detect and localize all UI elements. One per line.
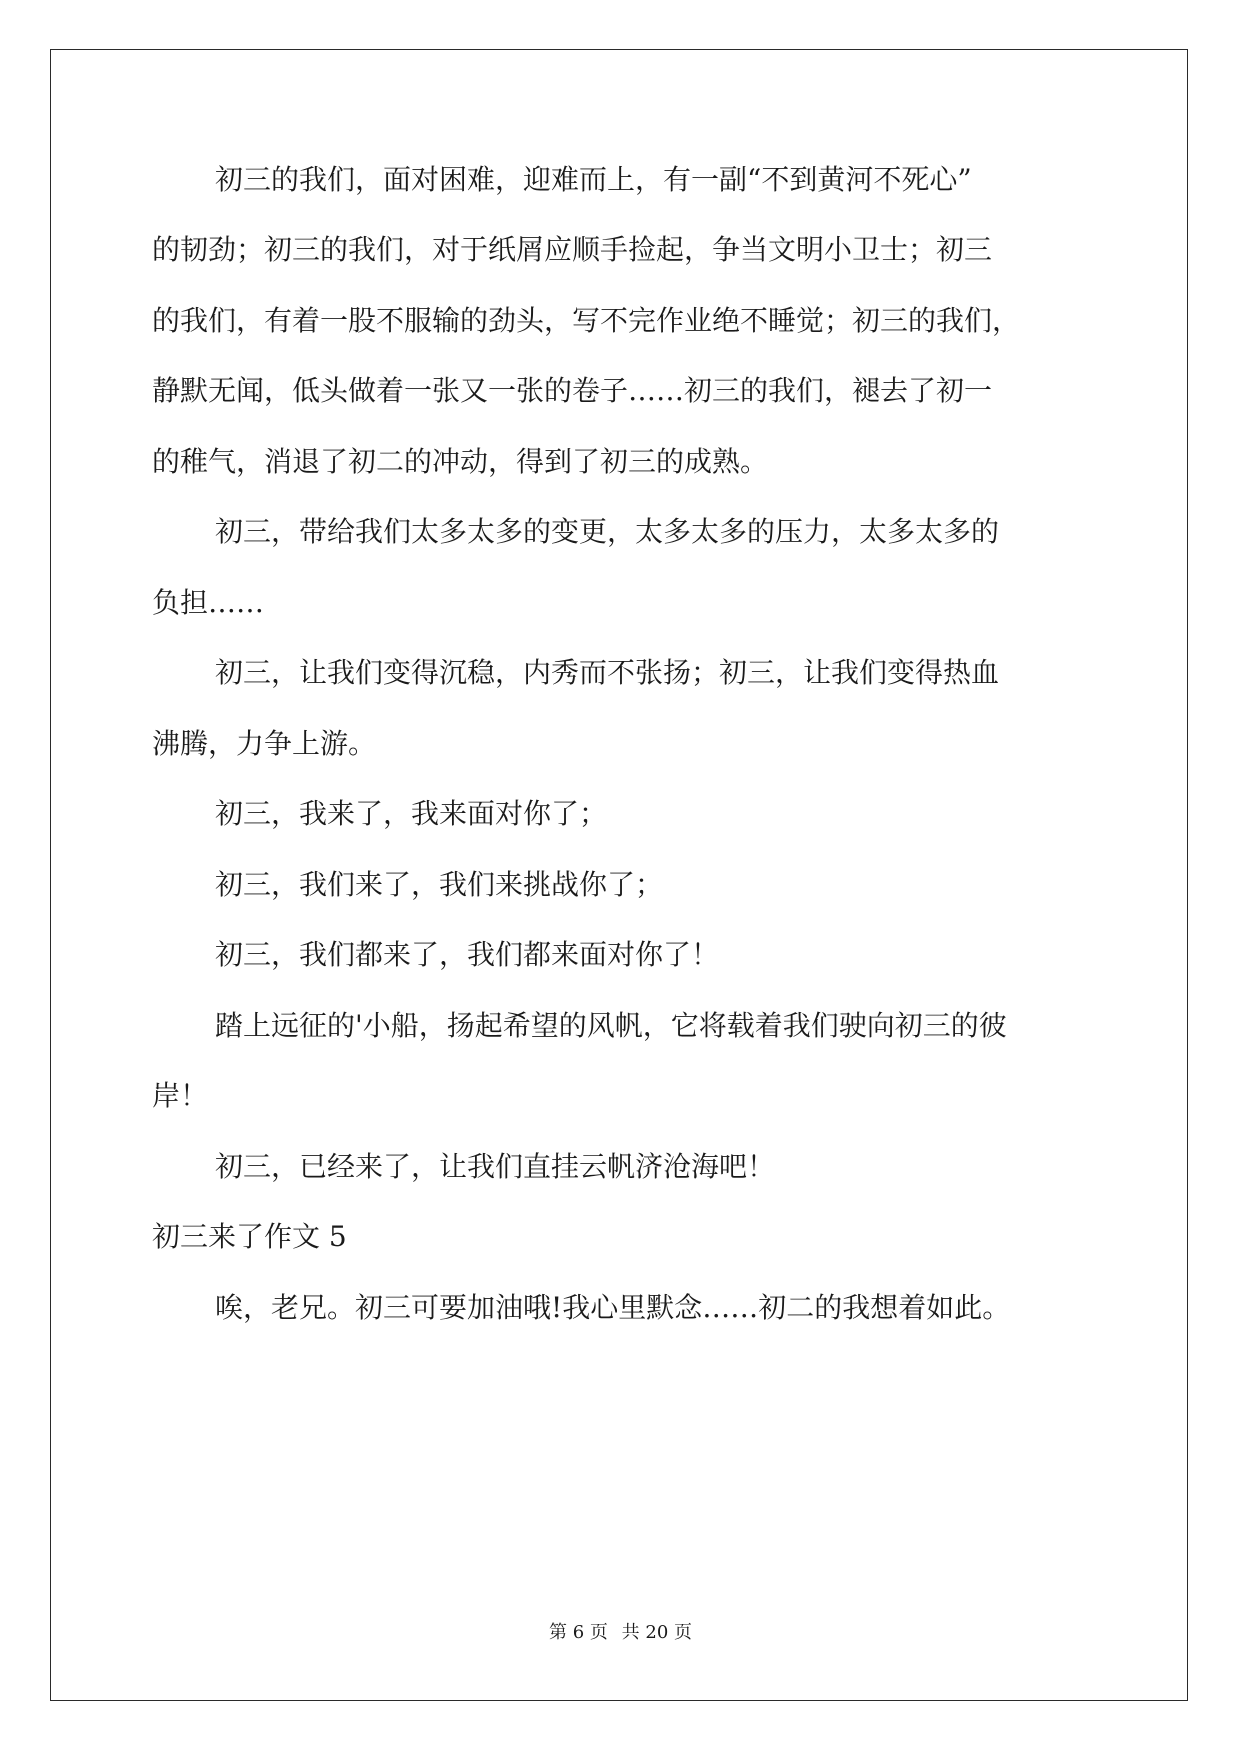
page-number: 第 6 页 [549,1622,608,1643]
text-line: 初三，我来了，我来面对你了； [215,797,608,830]
text-line: 的韧劲；初三的我们，对于纸屑应顺手捡起，争当文明小卫士；初三 [152,233,993,266]
page-total: 共 20 页 [621,1622,692,1643]
text-line: 初三，我们来了，我们来挑战你了； [215,868,664,901]
text-line: 初三，带给我们太多太多的变更，太多太多的压力，太多太多的 [215,515,1000,548]
text-line: 的我们，有着一股不服输的劲头，写不完作业绝不睡觉；初三的我们， [152,304,1021,337]
page-footer [0,1618,1241,1644]
text-line: 岸！ [152,1079,209,1112]
text-line: 踏上远征的'小船，扬起希望的风帆，它将载着我们驶向初三的彼 [215,1009,1007,1042]
section-heading: 初三来了作文 5 [152,1220,347,1253]
text-line: 初三的我们，面对困难，迎难而上，有一副“不到黄河不死心” [215,163,972,196]
text-line: 负担…… [152,586,265,619]
text-line: 初三，已经来了，让我们直挂云帆济沧海吧！ [215,1150,776,1183]
text-line: 的稚气，消退了初二的冲动，得到了初三的成熟。 [152,445,769,478]
text-line: 静默无闻，低头做着一张又一张的卷子……初三的我们，褪去了初一 [152,374,993,407]
text-line: 初三，让我们变得沉稳，内秀而不张扬；初三，让我们变得热血 [215,656,1000,689]
text-line: 沸腾，力争上游。 [152,727,377,760]
text-line: 初三，我们都来了，我们都来面对你了！ [215,938,720,971]
text-line: 唉，老兄。初三可要加油哦!我心里默念……初二的我想着如此。 [215,1291,1011,1324]
